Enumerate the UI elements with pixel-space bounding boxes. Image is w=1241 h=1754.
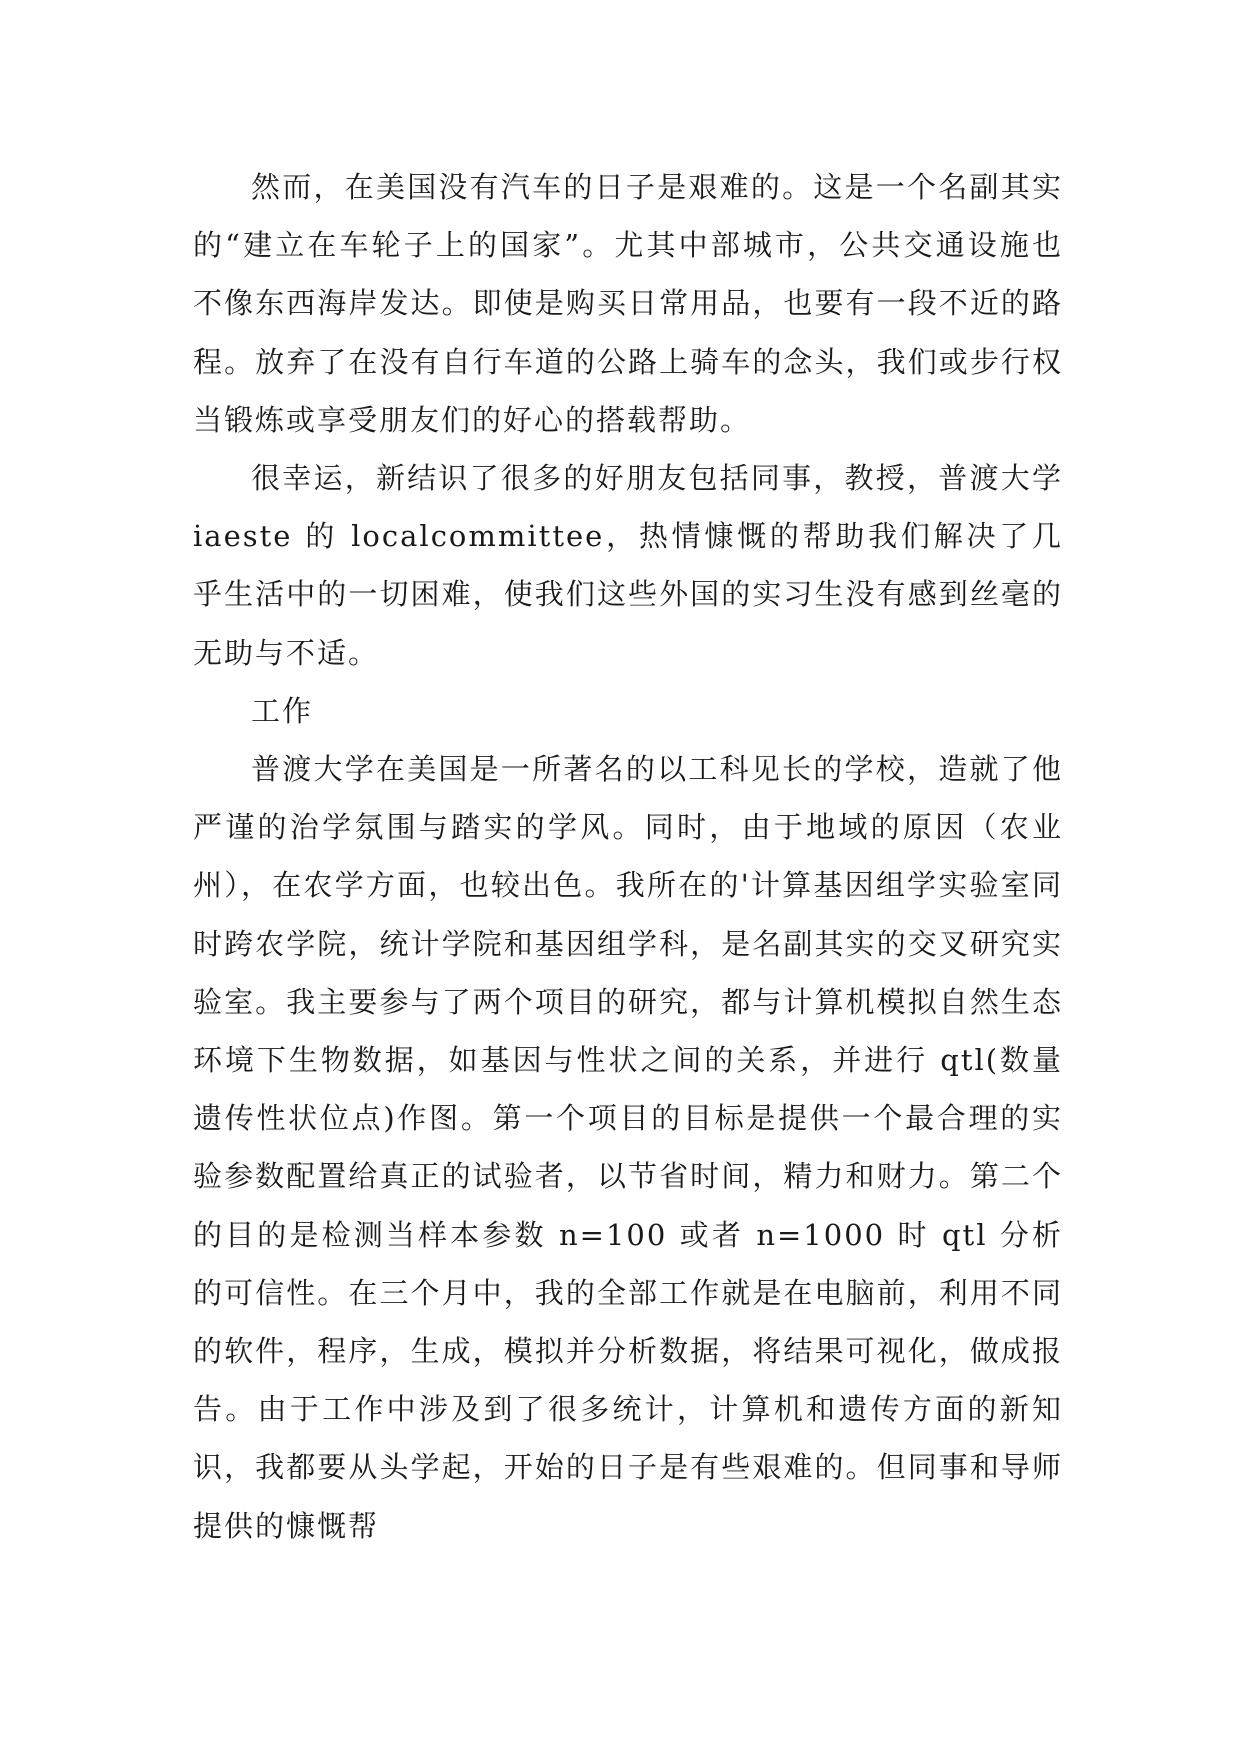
paragraph-car-life: 然而，在美国没有汽车的日子是艰难的。这是一个名副其实的“建立在车轮子上的国家”。尤其中部城市，公共交通设施也不像东西海岸发达。即使是购买日常用品，也要有一段不近的路程。放弃了在没有自行车道的公路上骑车的念头，我们或步行权当锻炼或享受朋友们的好心的搭载帮助。 <box>193 170 1063 437</box>
paragraph-work: 普渡大学在美国是一所著名的以工科见长的学校，造就了他严谨的治学氛围与踏实的学风。同时，由于地域的原因（农业州），在农学方面，也较出色。我所在的'计算基因组学实验室同时跨农学院，统计学院和基因组学科，是名副其实的交叉研究实验室。我主要参与了两个项目的研究，都与计算机模拟自然生态环境下生物数据，如基因与性状之间的关系，并进行 qtl(数量遗传性状位点)作图。第一个项目的目标是提供一个最合理的实验参数配置给真正的试验者，以节省时间，精力和财力。第二个的目的是检测当样本参数 n=100 或者 n=1000 时 qtl 分析的可信性。在三个月中，我的全部工作就是在电脑前，利用不同的软件，程序，生成，模拟并分析数据，将结果可视化，做成报告。由于工作中涉及到了很多统计，计算机和遗传方面的新知识，我都要从头学起，开始的日子是有些艰难的。但同事和导师提供的慷慨帮 <box>193 752 1063 1543</box>
document-body <box>193 158 1063 1555</box>
paragraph-friends: 很幸运，新结识了很多的好朋友包括同事，教授，普渡大学 iaeste 的 localcommittee，热情慷慨的帮助我们解决了几乎生活中的一切困难，使我们这些外国的实习生没有感到丝毫的无助与不适。 <box>193 461 1063 670</box>
section-heading-work: 工作 <box>251 693 314 728</box>
